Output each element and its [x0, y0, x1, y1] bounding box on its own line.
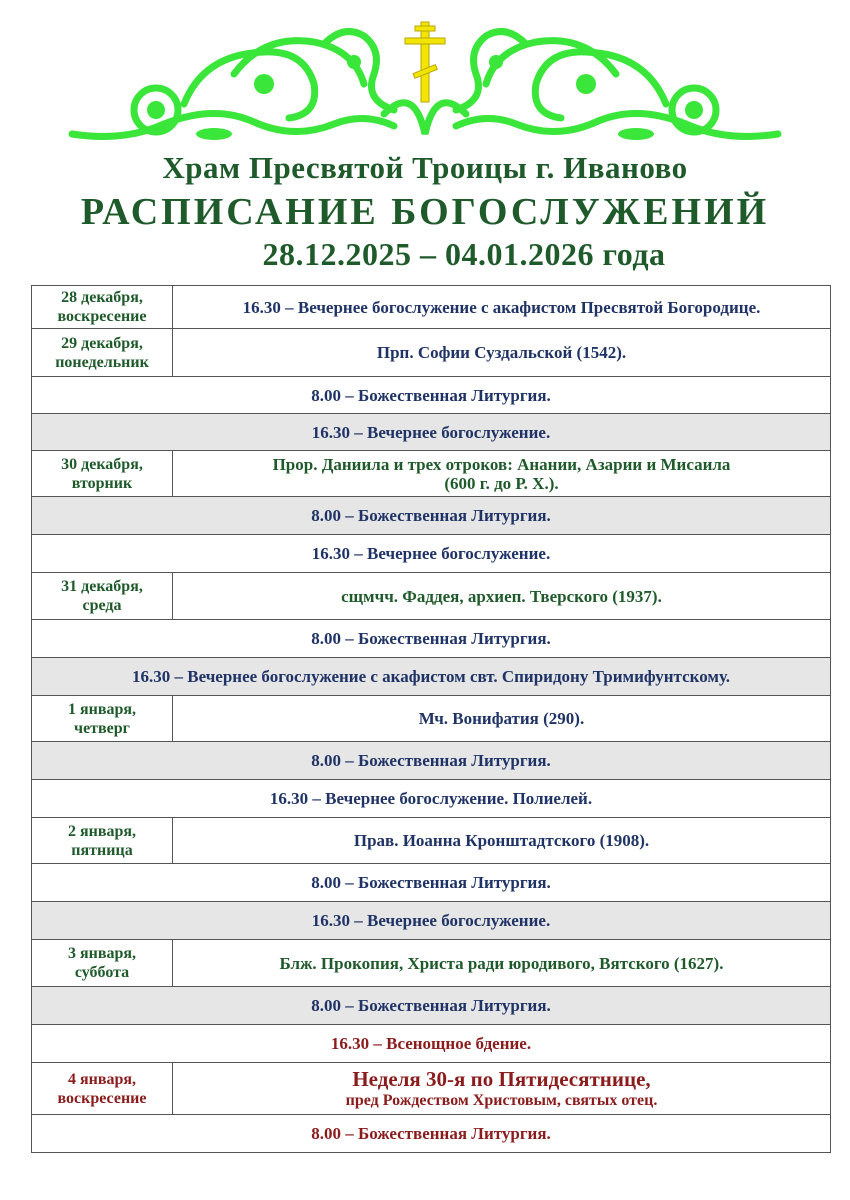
feast-cell: Мч. Вонифатия (290). — [173, 696, 831, 742]
feast-cell: Прор. Даниила и трех отроков: Анании, Азарии и Мисаила (600 г. до Р. Х.). — [173, 451, 831, 497]
table-row — [32, 742, 831, 780]
table-row — [32, 818, 831, 864]
service-cell: 16.30 – Вечернее богослужение с акафистом Пресвятой Богородице. — [173, 286, 831, 329]
day-cell: 31 декабря, среда — [32, 573, 173, 620]
table-row — [32, 1063, 831, 1115]
service-cell: 8.00 – Божественная Литургия. — [32, 620, 831, 658]
table-row — [32, 497, 831, 535]
table-row — [32, 535, 831, 573]
service-cell: 16.30 – Вечернее богослужение с акафистом свт. Спиридону Тримифунтскому. — [32, 658, 831, 696]
service-cell: 8.00 – Божественная Литургия. — [32, 377, 831, 414]
feast-cell: Неделя 30-я по Пятидесятнице, пред Рождеством Христовым, святых отец. — [173, 1063, 831, 1115]
service-cell: 8.00 – Божественная Литургия. — [32, 864, 831, 902]
service-cell: 8.00 – Божественная Литургия. — [32, 987, 831, 1025]
table-row — [32, 414, 831, 451]
service-cell: 16.30 – Вечернее богослужение. — [32, 902, 831, 940]
date-range: 28.12.2025 – 04.01.2026 года — [262, 236, 666, 272]
table-row — [32, 451, 831, 497]
table-row — [32, 780, 831, 818]
table-row — [32, 329, 831, 377]
feast-cell: Прав. Иоанна Кронштадтского (1908). — [173, 818, 831, 864]
day-cell: 30 декабря, вторник — [32, 451, 173, 497]
table-row — [32, 1025, 831, 1063]
table-row — [32, 377, 831, 414]
service-cell: 8.00 – Божественная Литургия. — [32, 497, 831, 535]
table-row — [32, 940, 831, 987]
feast-cell: сщмчч. Фаддея, архиеп. Тверского (1937). — [173, 573, 831, 620]
service-cell: 8.00 – Божественная Литургия. — [32, 742, 831, 780]
table-row — [32, 573, 831, 620]
table-row — [32, 987, 831, 1025]
feast-cell: Блж. Прокопия, Христа ради юродивого, Вятского (1627). — [173, 940, 831, 987]
page-title: РАСПИСАНИЕ БОГОСЛУЖЕНИЙ — [80, 191, 770, 233]
schedule-table — [31, 285, 831, 1153]
table-row — [32, 286, 831, 329]
table-row — [32, 620, 831, 658]
church-name: Храм Пресвятой Троицы г. Иваново — [162, 150, 688, 185]
day-cell: 29 декабря, понедельник — [32, 329, 173, 377]
cross-icon — [405, 22, 445, 102]
day-cell: 28 декабря, воскресение — [32, 286, 173, 329]
service-cell: 16.30 – Вечернее богослужение. — [32, 535, 831, 573]
table-row — [32, 902, 831, 940]
day-cell: 3 января, суббота — [32, 940, 173, 987]
table-row — [32, 696, 831, 742]
table-row — [32, 658, 831, 696]
feast-cell: Прп. Софии Суздальской (1542). — [173, 329, 831, 377]
day-cell: 4 января, воскресение — [32, 1063, 173, 1115]
ornament-header — [64, 14, 786, 150]
day-cell: 2 января, пятница — [32, 818, 173, 864]
day-cell: 1 января, четверг — [32, 696, 173, 742]
table-row — [32, 864, 831, 902]
service-cell: 8.00 – Божественная Литургия. — [32, 1115, 831, 1153]
service-cell: 16.30 – Всенощное бдение. — [32, 1025, 831, 1063]
service-cell: 16.30 – Вечернее богослужение. Полиелей. — [32, 780, 831, 818]
table-row — [32, 1115, 831, 1153]
service-cell: 16.30 – Вечернее богослужение. — [32, 414, 831, 451]
